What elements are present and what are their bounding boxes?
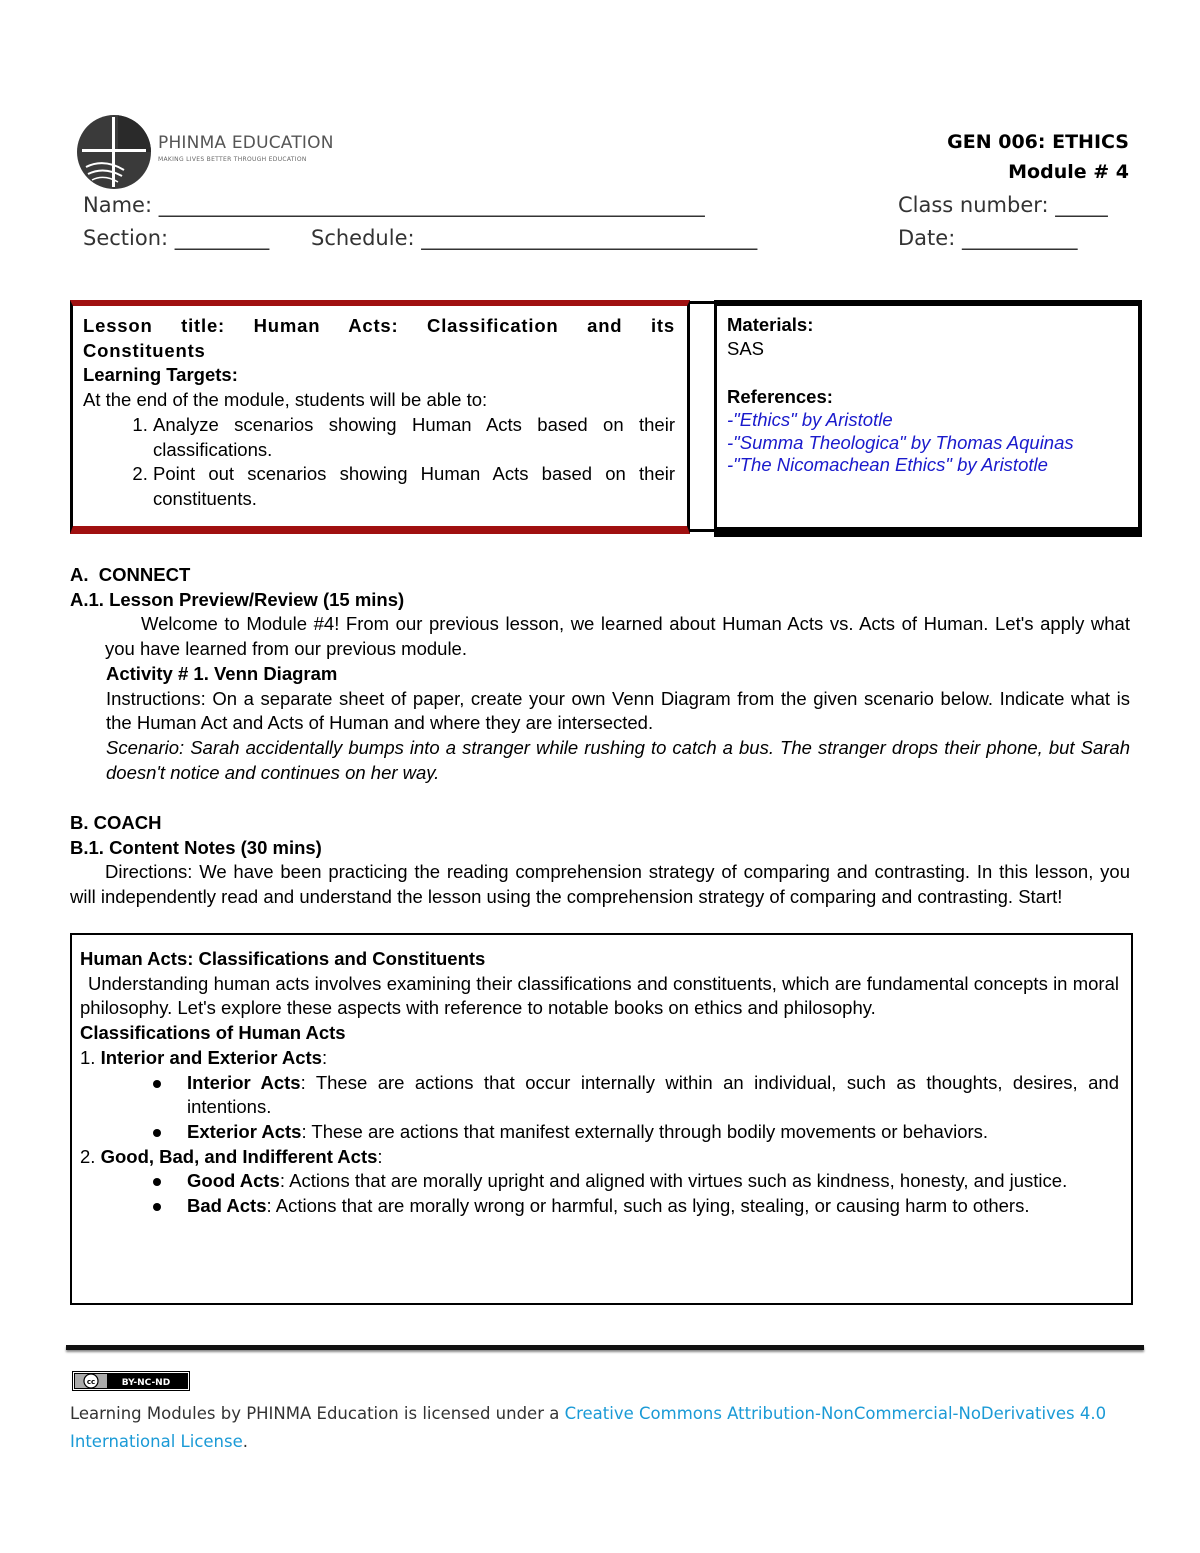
activity-heading xyxy=(106,662,1130,687)
instructions-text: Instructions: On a separate sheet of paper, create your own Venn Diagram from the given scenario below. Indicate what is the Human Act and Acts of Human and where they are intersected. xyxy=(106,687,1130,734)
learning-target-item: 1. Analyze scenarios showing Human Acts based on their classifications. xyxy=(153,413,675,462)
lesson-title: Lesson title: Human Acts: Classification and its Constituents xyxy=(83,315,675,361)
content-intro: Understanding human acts involves examining their classifications and constituents, which are fundamental concepts in moral philosophy. Let's explore these aspects with reference to notable books on ethics and philosophy. xyxy=(80,972,1119,1019)
course-code: GEN 006: ETHICS xyxy=(947,131,1129,153)
section-b-heading: B. COACH xyxy=(70,812,162,833)
svg-text:cc: cc xyxy=(86,1378,96,1386)
section-a-subheading: A.1. Lesson Preview/Review (15 mins) xyxy=(70,588,405,610)
section-coach xyxy=(70,811,1130,910)
cc-badge-text: BY-NC-ND xyxy=(121,1378,171,1388)
list-item: Bad Acts: Actions that are morally wrong or harmful, such as lying, stealing, or causing harm to others. xyxy=(187,1194,1119,1219)
lesson-box xyxy=(70,300,690,534)
list-item: Good Acts: Actions that are morally upright and aligned with virtues such as kindness, honesty, and justice. xyxy=(187,1169,1119,1194)
list-item: Exterior Acts: These are actions that manifest externally through bodily movements or behaviors. xyxy=(187,1120,1119,1145)
group-1-list xyxy=(80,1071,1119,1145)
box-connector xyxy=(690,301,714,532)
materials-box xyxy=(714,300,1142,537)
materials-value: SAS xyxy=(727,338,765,359)
license-link[interactable]: Creative Commons Attribution-NonCommercial-NoDerivatives 4.0 International License xyxy=(70,1404,1107,1451)
license-text: Learning Modules by PHINMA Education is licensed under a Creative Commons Attribution-NonCommercial-NoDerivatives 4.0 International License. xyxy=(70,1404,1107,1451)
classification-group-2: 2. Good, Bad, and Indifferent Acts: xyxy=(80,1145,383,1167)
section-a-heading: A. CONNECT xyxy=(70,564,191,585)
footer-divider xyxy=(66,1345,1144,1350)
date-field[interactable]: Date: ___________ xyxy=(898,226,1078,250)
learning-targets-label: Learning Targets: xyxy=(83,364,238,386)
group-1-title: Interior and Exterior Acts xyxy=(100,1046,322,1068)
reference-item: -"Ethics" by Aristotle xyxy=(727,409,893,430)
brand-tagline: MAKING LIVES BETTER THROUGH EDUCATION xyxy=(158,156,307,163)
reference-item: -"Summa Theologica" by Thomas Aquinas xyxy=(727,431,1074,453)
content-notes-box xyxy=(70,933,1133,1305)
group-2-list xyxy=(80,1169,1119,1218)
learning-target-item: 2. Point out scenarios showing Human Acts based on their constituents. xyxy=(153,462,675,511)
section-field[interactable]: Section: _________ xyxy=(83,226,270,250)
schedule-field[interactable]: Schedule: ________________________________ xyxy=(311,226,758,250)
section-b-subheading: B.1. Content Notes (30 mins) xyxy=(70,836,322,858)
name-field[interactable]: Name: ____________________________________________________ xyxy=(83,193,705,217)
reference-item: -"The Nicomachean Ethics" by Aristotle xyxy=(727,454,1048,475)
references-label: References: xyxy=(727,386,833,407)
list-item: Interior Acts: These are actions that occur internally within an individual, such as thoughts, desires, and intentions. xyxy=(187,1071,1119,1120)
class-number-field[interactable]: Class number: _____ xyxy=(898,193,1108,217)
cc-license-badge-icon[interactable] xyxy=(72,1371,190,1391)
directions-text: Directions: We have been practicing the reading comprehension strategy of comparing and contrasting. In this lesson, you will independently read and understand the lesson using the comprehension strategy of comparing and contrasting. Start! xyxy=(70,861,1130,908)
welcome-text: Welcome to Module #4! From our previous lesson, we learned about Human Acts vs. Acts of Human. Let's apply what you have learned from our previous module. xyxy=(105,613,1130,660)
content-title: Human Acts: Classifications and Constituents xyxy=(80,948,486,969)
group-2-title: Good, Bad, and Indifferent Acts xyxy=(100,1145,378,1167)
learning-targets-intro: At the end of the module, students will be able to: xyxy=(83,389,488,411)
module-number: Module # 4 xyxy=(1008,161,1129,183)
classification-group-1: 1. Interior and Exterior Acts: xyxy=(80,1046,328,1068)
activity-label: Activity # 1 xyxy=(106,662,204,684)
learning-targets-list xyxy=(83,413,675,512)
activity-title: . Venn Diagram xyxy=(203,662,338,684)
section-connect xyxy=(70,563,1130,785)
brand-name: PHINMA EDUCATION xyxy=(158,133,334,153)
materials-label: Materials: xyxy=(727,314,814,335)
classifications-heading: Classifications of Human Acts xyxy=(80,1022,346,1044)
scenario-text: Scenario: Sarah accidentally bumps into a stranger while rushing to catch a bus. The stranger drops their phone, but Sarah doesn't notice and continues on her way. xyxy=(106,736,1130,783)
